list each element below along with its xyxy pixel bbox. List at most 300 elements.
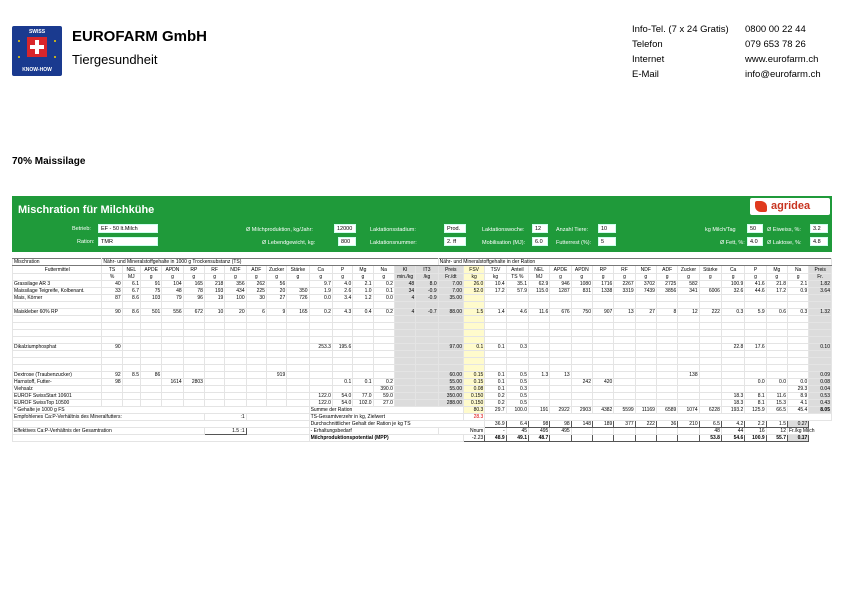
table-cell	[204, 351, 224, 358]
unit-row	[13, 274, 832, 281]
table-cell	[373, 365, 394, 372]
table-cell	[183, 358, 204, 365]
table-cell	[550, 337, 571, 344]
table-cell	[183, 323, 204, 330]
table-cell	[266, 379, 286, 386]
table-cell: g	[656, 274, 677, 281]
table-cell: Zucker	[266, 266, 286, 274]
table-cell	[699, 351, 721, 358]
table-cell	[287, 393, 309, 400]
table-cell	[571, 351, 592, 358]
table-cell	[656, 393, 677, 400]
table-cell: 0.09	[809, 372, 832, 379]
table-cell	[394, 330, 415, 337]
table-cell	[246, 316, 266, 323]
table-cell: 7439	[635, 288, 656, 295]
table-cell	[614, 365, 635, 372]
table-cell: Harnstoff, Futter-	[13, 379, 102, 386]
table-cell	[353, 302, 373, 309]
table-cell	[102, 386, 122, 393]
table-cell: 10	[204, 309, 224, 316]
table-cell	[246, 393, 266, 400]
table-cell: 6	[246, 309, 266, 316]
contact-phone-free: 0800 00 22 44	[745, 24, 806, 35]
table-cell	[529, 379, 550, 386]
table-cell: 5.9	[745, 309, 766, 316]
table-cell: 0.150	[464, 393, 485, 400]
table-cell: 6.1	[122, 281, 140, 288]
table-cell	[309, 365, 332, 372]
lnum-field[interactable]: 2. ff	[444, 237, 466, 246]
table-cell	[287, 316, 309, 323]
table-cell	[592, 435, 613, 442]
table-cell	[13, 302, 102, 309]
table-cell	[353, 386, 373, 393]
table-cell	[699, 365, 721, 372]
table-cell: 0.1	[332, 379, 352, 386]
table-cell	[809, 295, 832, 302]
table-cell	[438, 337, 463, 344]
table-cell: 62.9	[529, 281, 550, 288]
table-cell: TS %	[506, 274, 528, 281]
summary-row	[13, 435, 832, 442]
table-cell	[394, 344, 415, 351]
table-cell	[162, 393, 183, 400]
table-cell	[809, 302, 832, 309]
table-cell	[287, 302, 309, 309]
table-cell: g	[183, 274, 204, 281]
table-cell: 377	[614, 421, 635, 428]
table-cell: 222	[699, 309, 721, 316]
table-cell: Na	[787, 266, 808, 274]
table-cell	[506, 316, 528, 323]
table-cell: 1.32	[809, 309, 832, 316]
ration-field[interactable]: TMR	[98, 237, 158, 246]
table-cell: FSV	[464, 266, 485, 274]
table-cell	[635, 351, 656, 358]
table-cell	[485, 358, 506, 365]
table-cell	[102, 393, 122, 400]
table-cell	[183, 302, 204, 309]
table-cell: 253.3	[309, 344, 332, 351]
table-cell	[162, 372, 183, 379]
table-cell: 91	[140, 281, 161, 288]
table-cell: 13	[550, 372, 571, 379]
lgew-field[interactable]: 800	[338, 237, 356, 246]
table-cell	[506, 351, 528, 358]
fett-field[interactable]: 4.0	[747, 237, 763, 246]
table-cell: /kg	[416, 274, 438, 281]
table-cell	[183, 372, 204, 379]
table-cell: Milchproduktionspotential (MPP)	[309, 435, 463, 442]
table-cell	[122, 393, 140, 400]
table-cell	[287, 344, 309, 351]
table-cell: 0.2	[485, 393, 506, 400]
table-cell	[416, 372, 438, 379]
table-cell: 4.2	[721, 421, 744, 428]
table-cell: 0.3	[787, 309, 808, 316]
logo-text-bottom: KNOW-HOW	[22, 67, 52, 73]
table-cell	[571, 400, 592, 407]
table-cell	[571, 372, 592, 379]
table-cell: Nähr- und Mineralstoffgehalte in der Ration	[438, 259, 831, 266]
table-cell	[745, 358, 766, 365]
table-cell: 1.2	[353, 295, 373, 302]
table-cell	[464, 365, 485, 372]
table-cell	[529, 316, 550, 323]
table-cell	[394, 393, 415, 400]
table-row	[13, 281, 832, 288]
table-cell: 907	[592, 309, 613, 316]
contact-labels	[632, 22, 729, 82]
table-cell: kg	[464, 274, 485, 281]
table-cell	[656, 400, 677, 407]
table-cell: Zucker	[678, 266, 699, 274]
table-cell: Stärke	[287, 266, 309, 274]
table-cell: 17.2	[485, 288, 506, 295]
table-cell	[809, 330, 832, 337]
table-cell	[721, 358, 744, 365]
table-cell	[592, 330, 613, 337]
table-cell: Mg	[353, 266, 373, 274]
eiweiss-field[interactable]: 3.2	[810, 224, 828, 233]
table-cell	[438, 365, 463, 372]
table-cell	[225, 379, 246, 386]
table-cell	[102, 358, 122, 365]
table-cell	[745, 337, 766, 344]
table-cell: 390.0	[373, 386, 394, 393]
table-cell: g	[204, 274, 224, 281]
table-cell	[287, 281, 309, 288]
table-cell	[699, 372, 721, 379]
table-cell: 8.5	[122, 372, 140, 379]
table-cell: 66.5	[766, 407, 787, 414]
table-cell: 27.0	[373, 400, 394, 407]
table-cell	[614, 358, 635, 365]
table-cell	[766, 316, 787, 323]
summary-row	[13, 421, 832, 428]
table-cell: 6228	[699, 407, 721, 414]
table-cell	[678, 379, 699, 386]
milch-field[interactable]: 12000	[334, 224, 356, 233]
table-cell	[373, 372, 394, 379]
table-cell	[309, 302, 332, 309]
table-cell	[287, 386, 309, 393]
table-cell	[140, 379, 161, 386]
table-row	[13, 316, 832, 323]
fr-field[interactable]: 5	[598, 237, 616, 246]
table-cell	[464, 330, 485, 337]
table-cell	[635, 295, 656, 302]
table-cell: Ca	[309, 266, 332, 274]
table-cell: 946	[550, 281, 571, 288]
table-cell	[656, 386, 677, 393]
table-cell: 8.6	[122, 309, 140, 316]
table-cell	[592, 358, 613, 365]
table-cell	[571, 295, 592, 302]
table-cell: 3856	[656, 288, 677, 295]
table-cell: 193.2	[721, 407, 744, 414]
table-cell: 0.1	[485, 379, 506, 386]
table-cell	[550, 344, 571, 351]
table-cell	[13, 323, 102, 330]
table-cell: 48.9	[485, 435, 506, 442]
banner-title: Mischration für Milchkühe	[18, 204, 155, 216]
table-cell	[266, 323, 286, 330]
table-cell	[394, 316, 415, 323]
table-cell: 88.00	[438, 309, 463, 316]
table-cell	[592, 344, 613, 351]
table-row	[13, 386, 832, 393]
table-cell: 9	[266, 309, 286, 316]
table-cell: 29.7	[485, 407, 506, 414]
table-cell	[721, 337, 744, 344]
table-cell	[332, 323, 352, 330]
table-cell: 0.17	[787, 435, 808, 442]
table-cell	[656, 428, 677, 435]
table-cell	[678, 351, 699, 358]
table-cell	[122, 358, 140, 365]
lwoche-label: Laktationswoche:	[482, 227, 525, 233]
table-cell: 138	[678, 372, 699, 379]
section-header-row	[13, 259, 832, 266]
table-cell	[287, 323, 309, 330]
table-cell	[309, 379, 332, 386]
company-logo	[12, 26, 62, 76]
table-cell: 11169	[635, 407, 656, 414]
table-cell	[550, 386, 571, 393]
table-cell: kg	[485, 274, 506, 281]
table-cell	[353, 365, 373, 372]
table-cell: 4	[394, 295, 415, 302]
table-cell: 32.6	[721, 288, 744, 295]
agridea-logo	[750, 198, 830, 215]
table-cell: 0.2	[373, 281, 394, 288]
table-cell: 193	[204, 288, 224, 295]
table-cell	[699, 302, 721, 309]
table-cell: -0.9	[416, 295, 438, 302]
table-cell: 18.3	[721, 393, 744, 400]
table-cell: Fr./kg Milch	[788, 428, 815, 434]
table-cell	[506, 337, 528, 344]
table-cell	[183, 386, 204, 393]
table-cell	[122, 302, 140, 309]
table-cell: 831	[571, 288, 592, 295]
table-cell	[225, 344, 246, 351]
table-cell	[13, 330, 102, 337]
table-cell: 44	[721, 428, 744, 435]
table-cell	[656, 358, 677, 365]
table-cell	[485, 323, 506, 330]
table-cell	[809, 337, 832, 344]
table-cell	[635, 358, 656, 365]
table-cell: 0.9	[787, 288, 808, 295]
lwoche-field[interactable]: 12	[532, 224, 548, 233]
table-cell	[416, 379, 438, 386]
table-cell: 12	[766, 428, 787, 435]
table-cell	[162, 302, 183, 309]
mob-field[interactable]: 6.0	[532, 237, 548, 246]
table-cell: g	[309, 274, 332, 281]
table-cell	[394, 302, 415, 309]
betrieb-label: Betrieb:	[72, 226, 91, 232]
table-cell: 35.1	[506, 281, 528, 288]
table-cell	[309, 358, 332, 365]
table-cell: 4	[394, 309, 415, 316]
table-cell	[721, 316, 744, 323]
table-cell	[721, 372, 744, 379]
table-cell	[506, 295, 528, 302]
table-cell	[225, 351, 246, 358]
table-cell	[678, 365, 699, 372]
table-cell: 10.4	[485, 281, 506, 288]
table-cell: 0.2	[485, 400, 506, 407]
table-cell: EUROF SwissTop 10500	[13, 400, 102, 407]
table-cell	[809, 365, 832, 372]
table-cell	[745, 386, 766, 393]
table-cell	[635, 365, 656, 372]
lstad-field[interactable]: Prod.	[444, 224, 466, 233]
table-cell: 57.9	[506, 288, 528, 295]
table-cell	[571, 386, 592, 393]
table-row	[13, 365, 832, 372]
table-cell	[485, 414, 832, 421]
table-cell	[140, 323, 161, 330]
table-cell	[416, 393, 438, 400]
table-cell	[309, 386, 332, 393]
table-cell: Dextrose (Traubenzucker)	[13, 372, 102, 379]
table-cell	[766, 302, 787, 309]
table-cell	[678, 323, 699, 330]
table-cell	[787, 323, 808, 330]
table-cell	[183, 365, 204, 372]
table-cell	[635, 428, 656, 435]
tiere-field[interactable]: 10	[598, 224, 616, 233]
table-cell	[699, 330, 721, 337]
table-cell	[13, 274, 102, 281]
table-cell	[506, 323, 528, 330]
ration-label: Ration:	[77, 239, 95, 245]
table-cell	[592, 400, 613, 407]
table-cell	[809, 316, 832, 323]
kgm-field[interactable]: 50	[747, 224, 763, 233]
table-cell: 919	[266, 372, 286, 379]
table-cell: Preis	[438, 266, 463, 274]
table-cell	[766, 358, 787, 365]
table-cell	[225, 302, 246, 309]
table-cell	[13, 421, 310, 428]
table-cell: 0.5	[506, 393, 528, 400]
table-cell	[438, 351, 463, 358]
table-cell: 102.0	[353, 400, 373, 407]
table-cell	[102, 337, 122, 344]
table-cell: 35.00	[438, 295, 463, 302]
table-cell: Grassilage AR 3	[13, 281, 102, 288]
table-cell: 6.4	[506, 421, 528, 428]
table-cell	[506, 330, 528, 337]
table-cell: 1.5 :1	[204, 428, 246, 435]
table-cell	[656, 379, 677, 386]
table-cell	[183, 316, 204, 323]
table-cell	[204, 358, 224, 365]
table-cell	[140, 386, 161, 393]
contact-website[interactable]: www.eurofarm.ch	[745, 54, 819, 65]
table-cell	[635, 323, 656, 330]
table-cell	[614, 372, 635, 379]
table-cell	[485, 337, 506, 344]
table-cell	[529, 386, 550, 393]
table-cell	[394, 323, 415, 330]
table-cell: 98	[550, 421, 571, 428]
table-cell	[614, 393, 635, 400]
table-cell: g	[678, 274, 699, 281]
table-cell: 288.00	[438, 400, 463, 407]
table-cell: * Gehalte je 1000 g FS	[13, 407, 310, 414]
table-cell	[373, 302, 394, 309]
table-cell: g	[699, 274, 721, 281]
table-cell	[787, 316, 808, 323]
table-cell: 9.7	[309, 281, 332, 288]
star-icon	[54, 40, 56, 42]
table-cell: 29.3	[787, 386, 808, 393]
table-cell: 1.0	[353, 288, 373, 295]
table-cell: 165	[183, 281, 204, 288]
column-header-row	[13, 266, 832, 274]
table-cell: 0.4	[353, 309, 373, 316]
logo-text-top: SWISS	[28, 29, 46, 35]
table-cell	[353, 323, 373, 330]
table-cell	[592, 372, 613, 379]
betrieb-field[interactable]: EF - 50 lt.Milch	[98, 224, 158, 233]
table-cell: NDF	[225, 266, 246, 274]
table-cell	[592, 428, 613, 435]
table-cell	[506, 358, 528, 365]
table-cell: 48.7	[529, 435, 550, 442]
table-cell	[592, 386, 613, 393]
table-cell	[416, 316, 438, 323]
laktose-field[interactable]: 4.8	[810, 237, 828, 246]
table-cell: 420	[592, 379, 613, 386]
kgm-label: kg Milch/Tag	[705, 227, 736, 233]
table-cell	[140, 337, 161, 344]
table-cell: 36.9	[485, 421, 506, 428]
table-cell	[204, 372, 224, 379]
table-cell	[699, 358, 721, 365]
table-cell: 2803	[183, 379, 204, 386]
contact-email[interactable]: info@eurofarm.ch	[745, 69, 821, 80]
table-cell	[332, 372, 352, 379]
summary-row	[13, 414, 832, 421]
table-cell	[246, 358, 266, 365]
table-cell: 100.0	[506, 407, 528, 414]
table-cell	[373, 330, 394, 337]
table-cell	[287, 358, 309, 365]
table-cell: g	[162, 274, 183, 281]
table-cell: 75	[140, 288, 161, 295]
table-cell: 0.0	[373, 295, 394, 302]
table-cell	[416, 344, 438, 351]
table-cell: 350	[287, 288, 309, 295]
swiss-cross-icon	[27, 37, 47, 57]
table-cell	[485, 316, 506, 323]
table-cell: 1.82	[809, 281, 832, 288]
table-cell	[678, 358, 699, 365]
table-cell: 0.04	[809, 386, 832, 393]
table-cell	[373, 344, 394, 351]
table-row	[13, 302, 832, 309]
table-cell	[332, 330, 352, 337]
table-cell	[394, 379, 415, 386]
